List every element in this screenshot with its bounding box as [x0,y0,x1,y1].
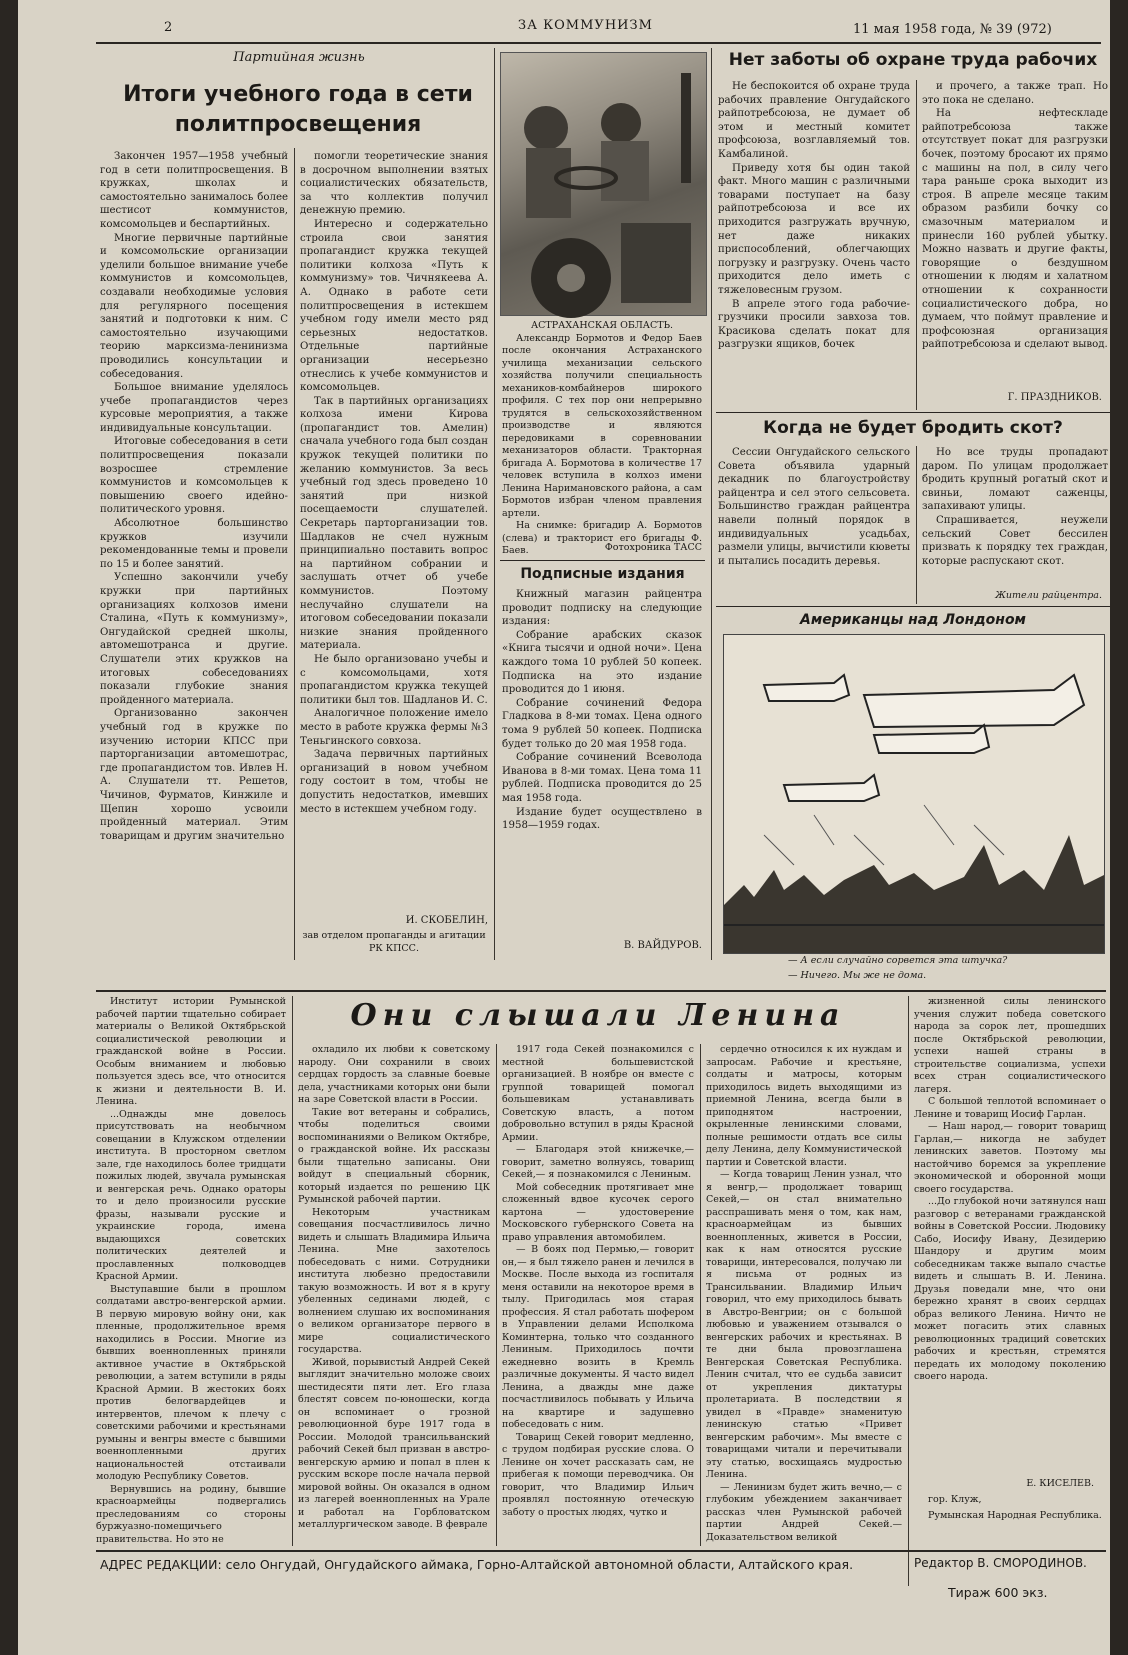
headline-cattle: Когда не будет бродить скот? [763,418,1063,438]
editorial-address: АДРЕС РЕДАКЦИИ: село Онгудай, Онгудайского аймака, Горно-Алтайской автономной области, Алтайского края. [100,1557,854,1572]
paragraph: Некоторым участникам совещания посчастливилось лично видеть и слышать Владимира Ильича Ленина. Мне захотелось побеседовать с ними. Сотрудники института любезно предоставили такую возможность. И вот я в кругу убеленных сединами людей, с волнением слушаю их воспоминания о великом организаторе первого в мире социалистического государства. [298,1206,490,1355]
paragraph: На снимке: бригадир А. Бормотов (слева) и тракторист его бригады Ф. Баев. [502,520,702,556]
circulation: Тираж 600 экз. [948,1585,1048,1600]
article-education-col2 [300,150,488,905]
lenin-col5 [914,996,1106,1472]
signature-residents: Жители райцентра. [995,590,1102,601]
paragraph: Издание будет осуществлено в 1958—1959 годах. [502,806,702,832]
cattle-col2 [922,446,1108,586]
cartoon-caption-1: — А если случайно сорвется эта штучка? [788,955,1008,966]
paragraph: Не беспокоится об охране труда рабочих правление Онгудайского райпотребсоюза, не думает об этом и местный комитет профсоюза, возглавляемый тов. Камбалиной. [718,81,910,160]
paragraph: Не было организовано учебы и с комсомольцами, хотя пропагандистом кружка текущей политики был тов. Шадланов И. С. [300,653,488,706]
column-divider [294,148,295,960]
lenin-col2 [298,1044,490,1546]
photo-illustration [501,53,706,315]
paragraph: Большое внимание уделялось учебе пропагандистов через курсовые мероприятия, а также индивидуальные консультации. [100,382,288,434]
column-divider [700,1044,701,1546]
paragraph: Итоговые собеседования в сети политпросвещения показали возросшее стремление коммунистов и комсомольцев к повышению своего идейно-политического уровня. [100,436,288,516]
column-divider [908,996,909,1586]
section-rule [716,606,1110,607]
paragraph: сердечно относился к их нуждам и запросам. Рабочие и крестьяне, солдаты и матросы, которым приходилось видеть выходящими из приемной Ленина, всегда были в приподнятом настроении, окрыленные ленинскими словами, полные решимости отдать все силы делу Ленина, делу Коммунистической партии и Советской власти. [706,1044,902,1168]
article-education-col1 [100,150,288,958]
paragraph: Абсолютное большинство кружков изучили рекомендованные темы и провели по 15 и более занятий. [100,518,288,570]
paragraph: Александр Бормотов и Федор Баев после окончания Астраханского училища механизации сельского хозяйства получили специальность механиков-комбайнеров широкого профиля. С тех пор они непрерывно трудятся в сельскохозяйственном производстве и являются передовиками в соревновании механизаторов области. Тракторная бригада А. Бормотова в количестве 17 человек вступила в колхоз имени Ленина Наримановского района, а сам Бормотов избран членом правления артели. [502,332,702,519]
paragraph: — Благодаря этой книжечке,— говорит, заметно волнуясь, товарищ Секей,— я познакомился с Лениным. [502,1144,694,1180]
paragraph: Живой, порывистый Андрей Секей выглядит значительно моложе своих шестидесяти пяти лет. Его глаза блестят совсем по-юношески, когда он вспоминает о грозной революционной буре 1917 года в России. Молодой трансильванский рабочий Секей был призван в австро-венгерскую армию и попал в плен к русским вскоре после начала первой мировой войны. Он оказался в одном из лагерей военнопленных на Урале и работал на Горбловатском металлургическом заводе. В феврале [298,1356,490,1530]
newspaper-page [18,0,1110,1655]
cartoon-caption-2: — Ничего. Мы же не дома. [788,970,927,981]
paragraph: и прочего, а также трап. Но это пока не сделано. [922,81,1108,106]
safety-col2 [922,80,1108,385]
newspaper-title: ЗА КОММУНИЗМ [518,18,653,33]
paragraph: 1917 года Секей познакомился с местной большевистской организацией. В ноябре он вместе с группой товарищей помогал большевикам устанавливать Советскую власть, а потом добровольно вступил в ряды Красной Армии. [502,1044,694,1143]
section-rule [500,560,705,561]
column-divider [916,80,917,410]
paragraph: Спрашивается, неужели сельский Совет бессилен призвать к порядку тех граждан, которые распускают скот. [922,514,1108,567]
paragraph: Выступавшие были в прошлом солдатами австро-венгерской армии. В первую мировую войну они, как пленные, продолжительное время находились в России. Многие из бывших военнопленных приняли активное участие в Октябрьской революции, а затем вступили в ряды Красной Армии. В жестоких боях против белогвардейцев и интервентов, плечом к плечу с советскими рабочими и крестьянами румыны и венгры вместе с бывшими военнопленными других национальностей отстаивали молодую Республику Советов. [96,1283,286,1482]
signature-skobelin: И. СКОБЕЛИН, [405,915,488,926]
subscriptions-text [502,588,702,910]
paragraph: ...Однажды мне довелось присутствовать на необычном совещании в Клужском отделении института. В просторном светлом зале, где находилось более тридцати пожилых людей, звучала румынская и венгерская речь. Однако ораторы то и дело произносили русские фразы, называли русские и украинские города, имена выдающихся советских политических деятелей и прославленных полководцев Красной Армии. [96,1108,286,1282]
paragraph: — В боях под Пермью,— говорит он,— я был тяжело ранен и лечился в Москве. После выхода из госпиталя меня оставили на некоторое время в тылу. Пригодилась моя старая профессия. Я стал работать шофером в Управлении делами Исполкома Коминтерна, только что созданного Лениным. Приходилось почти ежедневно возить в Кремль различные документы. Я часто видел Ленина, а дважды мне даже посчастливилось побывать у Ильича на квартире и задушевно побеседовать с ним. [502,1244,694,1430]
paragraph: Книжный магазин райцентра проводит подписку на следующие издания: [502,589,702,628]
photo-credit: Фотохроника ТАСС [604,542,702,553]
paragraph: Вернувшись на родину, бывшие красноармейцы подвергались преследованиям со стороны буржуазно-помещичьего правительства. Но это не [96,1483,286,1545]
caption-heading: АСТРАХАНСКАЯ ОБЛАСТЬ. [530,320,674,331]
paragraph: Институт истории Румынской рабочей партии тщательно собирает материалы о Великой Октябрьской социалистической революции и гражданской войне в России. Особым вниманием и любовью пользуется здесь все, что относится к жизни и деятельности В. И. Ленина. [96,996,286,1107]
paragraph: На нефтескладе райпотребсоюза также отсутствует покат для разгрузки бочек, поэтому бросают их прямо с машины на пол, в силу чего тара раньше срока выходит из строя. В апреле месяце таким образом разбили бочку со смазочным материалом и принесли 160 рублей убытку. Можно назвать и другие факты, говорящие о бездушном отношении к людям и халатном отношении к сохранности социалистического добра, но думаем, что поймут правление и профсоюзная организация райпотребсоюза и сделают вывод. [922,108,1108,351]
signature-vaydurov: В. ВАЙДУРОВ. [623,940,702,951]
tractor-photo [500,52,707,316]
paragraph: Но все труды пропадают даром. По улицам продолжает бродить крупный рогатый скот и свиньи, ломают саженцы, запахивают улицы. [922,447,1108,513]
safety-col1 [718,80,910,408]
paragraph: Товарищ Секей говорит медленно, с трудом подбирая русские слова. О Ленине он хочет рассказать сам, не прибегая к помощи переводчика. Он говорит, что Владимир Ильич проявлял постоянную отеческую заботу о простых людях, чутко и [502,1431,694,1518]
column-divider [292,996,293,1546]
paragraph: жизненной силы ленинского учения служит победа советского народа за сорок лет, прошедших после Октябрьской революции, успехи нашей страны в строительстве социализма, успехи всех стран социалистического лагеря. [914,996,1106,1095]
editor-line: Редактор В. СМОРОДИНОВ. [914,1556,1087,1570]
section-rule [96,990,1106,992]
signature-kiselev: Е. КИСЕЛЕВ. [1026,1478,1094,1489]
dateline-country: Румынская Народная Республика. [928,1510,1102,1521]
dateline-city: гор. Клуж, [928,1494,982,1505]
cartoon-image [723,634,1105,954]
signature-title: зав отделом пропаганды и агитации РК КПСС. [302,930,486,954]
signature-prazdnikov: Г. ПРАЗДНИКОВ. [1007,392,1102,403]
paragraph: охладило их любви к советскому народу. Они сохранили в своих сердцах гордость за славные боевые дела, участниками которых они были на заре Советской власти в России. [298,1044,490,1105]
column-divider [496,1044,497,1546]
paragraph: Многие первичные партийные и комсомольские организации уделили большое внимание учебе коммунистов и комсомольцев, создавали необходимые условия для регулярного посещения занятий и подготовки к ним. С самостоятельно изучающими теорию марксизма-ленинизма проводились консультации и собеседования. [100,232,288,380]
headline-education: Итоги учебного года в сети политпросвещения [123,82,473,137]
paragraph: Такие вот ветераны и собрались, чтобы поделиться своими воспоминаниями о Великом Октябре, о гражданской войне. Их рассказы были тщательно записаны. Они войдут в специальный сборник, который издается по решению ЦК Румынской рабочей партии. [298,1106,490,1205]
paragraph: Собрание арабских сказок «Книга тысячи и одной ночи». Цена каждого тома 10 рублей 50 копеек. Подписка на это издание проводится до 1 июня. [502,629,702,696]
paragraph: — Когда товарищ Ленин узнал, что я венгр,— продолжает товарищ Секей,— он стал внимательно расспрашивать меня о том, как нам, красноармейцам из бывших военнопленных, живется в России, как к нам относятся русские товарищи, интересовался, получаю ли я письма от родных из Трансильвании. Владимир Ильич говорил, что ему приходилось бывать в Австро-Венгрии; он с большой любовью и уважением отзывался о венгерских рабочих и крестьянах. В те дни была провозглашена Венгерская Советская Республика. Ленин считал, что ее судьба зависит от укрепления диктатуры пролетариата. В последствии я увидел в «Правде» знаменитую ленинскую статью «Привет венгерским рабочим». Мы вместе с товарищами читали и перечитывали эту статью, восхищаясь мудростью Ленина. [706,1169,902,1480]
cartoon-drawing [724,635,1104,953]
paragraph: — Ленинизм будет жить вечно,— с глубоким убеждением заканчивает рассказ член Румынской рабочей партии Андрей Секей.— Доказательством великой [706,1481,902,1543]
rubric: Партийная жизнь [233,50,365,65]
paragraph: Приведу хотя бы один такой факт. Много машин с различными товарами поступает на базу райпотребсоюза и все их приходится разгружать вручную, нет даже никаких приспособлений, облегчающих погрузку и разгрузку. Очень часто приходится дело иметь с тяжеловесным грузом. [718,162,910,296]
headline-subscriptions: Подписные издания [520,566,685,582]
paragraph: Так в партийных организациях колхоза имени Кирова (пропагандист тов. Амелин) сначала учебного года был создан кружок текущей политики по желанию коммунистов. За весь учебный год здесь проведено 10 занятий при низкой посещаемости слушателей. Секретарь парторганизации тов. Шадлаков не счел нужным принципиально поставить вопрос на партийном собрании и заслушать отчет об учебе коммунистов. Поэтому неслучайно слушатели на итоговом собеседовании показали низкие знания пройденного материала. [300,395,488,652]
page-number: 2 [164,20,173,35]
paragraph: Мой собеседник протягивает мне сложенный вдвое кусочек серого картона — удостоверение Московского губернского Совета на право управления автомобилем. [502,1181,694,1243]
footer-rule [96,1550,1106,1552]
paragraph: Сессии Онгудайского сельского Совета объявила ударный декадник по благоустройству райцентра и сел этого сельсовета. Большинство граждан райцентра навели полный порядок в индивидуальных усадьбах, размели улицы, вычистили кюветы и пытались посадить деревья. [718,447,910,567]
issue-date: 11 мая 1958 года, № 39 (972) [853,22,1052,37]
paragraph: Интересно и содержательно строила свои занятия пропагандист кружка текущей политики колхоза «Путь к коммунизму» тов. Чичнякеева А. А. Однако в работе сети политпросвещения в истекшем учебном году имели место ряд серьезных недостатков. Отдельные партийные организации несерьезно отнеслись к учебе коммунистов и комсомольцев. [300,218,488,394]
paragraph: Задача первичных партийных организаций в новом учебном году состоит в том, чтобы не допустить недостатков, имевших место в истекшем учебном году. [300,749,488,815]
column-divider [494,48,495,960]
paragraph: Организованно закончен учебный год в кружке по изучению истории КПСС при парторганизации автомешотрас, где пропагандистом тов. Ивлев Н. А. Слушатели тт. Решетов, Чичинов, Фурматов, Кинжиле и Щепин хорошо усвоили пройденный материал. Этим товарищам и другим значительно [100,708,288,842]
paragraph: Собрание сочинений Федора Гладкова в 8-ми томах. Цена одного тома 9 рублей 50 копеек. Подписка будет только до 20 мая 1958 года. [502,697,702,750]
paragraph: Закончен 1957—1958 учебный год в сети политпросвещения. В кружках, школах и самостоятельно занималось более шестисот коммунистов, комсомольцев и беспартийных. [100,151,288,230]
headline-safety: Нет заботы об охране труда рабочих [728,50,1098,70]
header-rule [96,42,1101,44]
section-rule [716,412,1110,413]
column-divider [711,48,712,960]
lenin-col3 [502,1044,694,1546]
paragraph: Успешно закончили учебу кружки при партийных организациях колхозов имени Сталина, «Путь к коммунизму», Онгудайской средней школы, автомешотранса и другие. Слушатели этих кружков на итоговых собеседованиях показали глубокие знания пройденного материала. [100,572,288,706]
paragraph: — Наш народ,— говорит товарищ Гарлан,— никогда не забудет ленинских заветов. Поэтому мы настойчиво боремся за укрепление экономической и оборонной мощи своего государства. [914,1121,1106,1195]
paragraph: ...До глубокой ночи затянулся наш разговор с ветеранами гражданской войны в Советской России. Людовику Сабо, Иосифу Ивану, Дезидерию Шандору и другим моим собеседникам также выпало счастье видеть и слышать В. И. Ленина. Друзья поведали мне, что они бережно хранят в своих сердцах образ великого Ленина. Ничто не может погасить этих славных революционных традиций советских рабочих и крестьян, стремятся передать их молодому поколению своего народа. [914,1196,1106,1382]
cattle-col1 [718,446,910,602]
paragraph: Аналогичное положение имело место в работе кружка фермы №3 Теньгинского совхоза. [300,708,488,747]
paragraph: С большой теплотой вспоминает о Ленине и товарищ Иосиф Гарлан. [914,1096,1106,1120]
column-divider [916,446,917,604]
paragraph: Собрание сочинений Всеволода Иванова в 8-ми томах. Цена тома 11 рублей. Подписка проводится до 25 мая 1958 года. [502,752,702,804]
lenin-col4 [706,1044,902,1546]
paragraph: В апреле этого года рабочие-грузчики просили завхоза тов. Красикова сделать покат для разгрузки ящиков, бочек [718,298,910,351]
lenin-col1 [96,996,286,1546]
paragraph: помогли теоретические знания в досрочном выполнении взятых социалистических обязательств, за что коллектив получил денежную премию. [300,151,488,217]
headline-lenin: Они слышали Ленина [350,998,846,1033]
cartoon-title: Американцы над Лондоном [799,612,1027,628]
